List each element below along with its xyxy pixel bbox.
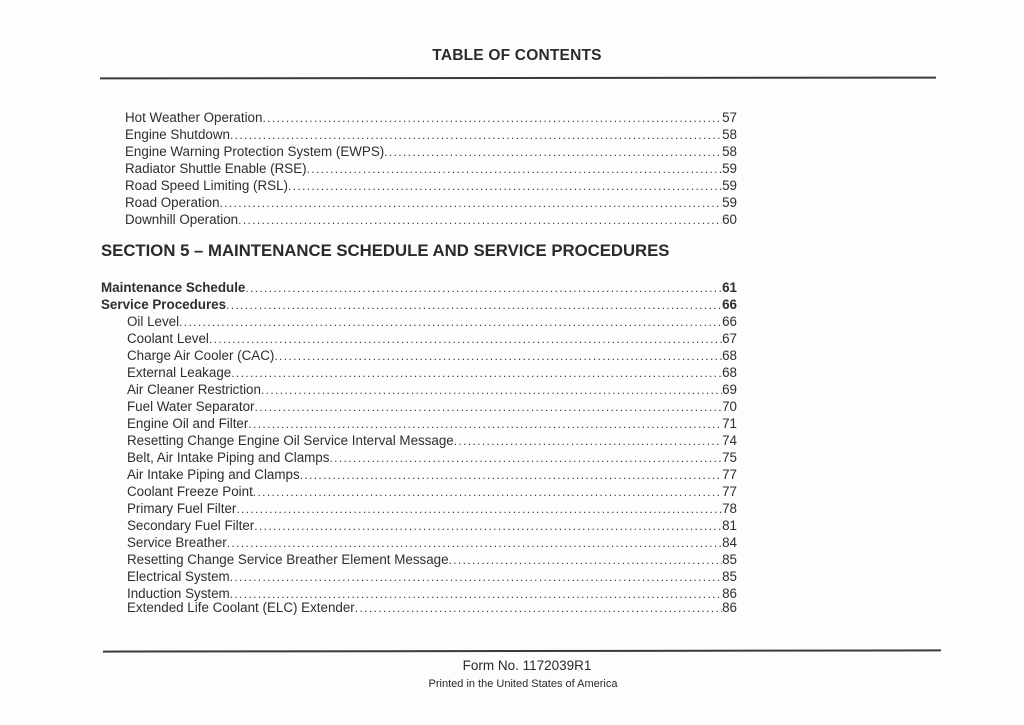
toc-sub-entry[interactable] [127,330,737,347]
header-divider [100,77,936,80]
toc-leader-dots [454,433,722,449]
toc-leader-dots [253,484,722,500]
toc-leader-dots [355,600,722,616]
toc-entry-label: Road Speed Limiting (RSL) [125,178,289,193]
toc-entry-page: 75 [722,450,737,465]
toc-sub-entry[interactable] [127,466,737,483]
toc-leader-dots [179,314,722,330]
toc-entry[interactable] [125,126,737,143]
toc-sub-entry[interactable] [127,551,737,568]
toc-entry-page: 81 [722,518,737,533]
toc-entry-label: Fuel Water Separator [127,399,255,414]
toc-sub-entry[interactable] [127,381,737,398]
toc-entry[interactable] [125,143,737,160]
toc-leader-dots [307,161,722,177]
toc-entry-label: Engine Shutdown [125,127,230,142]
toc-entry-label: Service Breather [127,535,227,550]
toc-entry-page: 58 [722,144,737,159]
toc-entry-page: 77 [722,484,737,499]
toc-entry-page: 86 [722,600,737,615]
toc-entry-label: Service Procedures [101,297,227,312]
toc-entry[interactable] [125,194,737,211]
toc-entry-page: 84 [722,535,737,550]
toc-sub-entry[interactable] [127,568,737,585]
toc-leader-dots [254,518,722,534]
toc-main-entry-maintenance-schedule[interactable] [101,279,737,296]
toc-entry-label: Engine Oil and Filter [127,416,249,431]
toc-entry-label: Road Operation [125,195,220,210]
toc-leader-dots [236,501,722,517]
toc-leader-dots [230,127,722,143]
toc-entry-label: Engine Warning Protection System (EWPS) [125,144,385,159]
toc-entry-page: 85 [722,569,737,584]
toc-leader-dots [245,280,722,296]
toc-entry[interactable] [125,160,737,177]
toc-sub-entry[interactable] [127,415,737,432]
toc-main-entry-service-procedures[interactable] [101,296,737,313]
toc-leader-dots [248,416,722,432]
toc-leader-dots [231,365,722,381]
toc-sub-entry[interactable] [127,500,737,517]
toc-entry-page: 59 [722,178,737,193]
toc-entry-label: Extended Life Coolant (ELC) Extender [127,600,355,615]
toc-leader-dots [384,144,722,160]
toc-entry-page: 74 [722,433,737,448]
toc-leader-dots [230,569,722,585]
toc-sub-entry[interactable] [127,534,737,551]
toc-entry[interactable] [125,211,737,228]
toc-entry-page: 68 [722,365,737,380]
toc-entry-label: Belt, Air Intake Piping and Clamps [127,450,330,465]
toc-entry-page: 77 [722,467,737,482]
toc-sub-entry[interactable] [127,432,737,449]
toc-entry[interactable] [125,109,737,126]
toc-entry-page: 59 [722,161,737,176]
toc-sub-entry[interactable] [127,313,737,330]
toc-entry-page: 85 [722,552,737,567]
toc-entry-page: 60 [722,212,737,227]
toc-leader-dots [226,297,722,313]
toc-entry-page: 86 [722,586,737,601]
toc-entry-label: Air Intake Piping and Clamps [127,467,300,482]
toc-sub-entry[interactable] [127,483,737,500]
toc-entry-label: Coolant Freeze Point [127,484,253,499]
toc-entry-page: 67 [722,331,737,346]
toc-entry-page: 70 [722,399,737,414]
toc-entry-label: External Leakage [127,365,232,380]
toc-entry-page: 66 [722,314,737,329]
toc-entry-page: 71 [722,416,737,431]
toc-sub-entry[interactable] [127,599,737,616]
toc-entry-page: 57 [722,110,737,125]
toc-sub-entry[interactable] [127,347,737,364]
footer-divider [103,649,941,652]
toc-entry-label: Resetting Change Engine Oil Service Interval Message [127,433,454,448]
toc-entry-page: 78 [722,501,737,516]
toc-entry-label: Air Cleaner Restriction [127,382,261,397]
toc-entry-label: Coolant Level [127,331,209,346]
toc-leader-dots [449,552,723,568]
toc-entry-label: Secondary Fuel Filter [127,518,255,533]
printed-notice: Printed in the United States of America [428,678,618,690]
toc-entry-label: Radiator Shuttle Enable (RSE) [125,161,307,176]
toc-entry-label: Primary Fuel Filter [127,501,237,516]
toc-leader-dots [209,331,722,347]
section-heading: SECTION 5 – MAINTENANCE SCHEDULE AND SERVICE PROCEDURES [101,241,670,260]
form-number: Form No. 1172039R1 [462,658,592,673]
toc-leader-dots [220,195,723,211]
toc-sub-entry[interactable] [127,364,737,381]
toc-leader-dots [261,382,722,398]
toc-entry-label: Downhill Operation [125,212,239,227]
toc-entry-page: 61 [722,280,737,295]
toc-leader-dots [274,348,722,364]
toc-entry-page: 69 [722,382,737,397]
toc-entry-label: Oil Level [127,314,180,329]
toc-sub-entry[interactable] [127,517,737,534]
toc-sub-entry[interactable] [127,398,737,415]
toc-entry-label: Hot Weather Operation [125,110,263,125]
toc-entry[interactable] [125,177,737,194]
toc-leader-dots [238,212,722,228]
toc-entry-page: 58 [722,127,737,142]
toc-sub-entry[interactable] [127,449,737,466]
toc-leader-dots [227,535,722,551]
toc-entry-label: Induction System [127,586,230,601]
toc-entry-label: Resetting Change Service Breather Element Message [127,552,449,567]
toc-leader-dots [255,399,723,415]
toc-leader-dots [300,467,722,483]
toc-leader-dots [262,110,722,126]
toc-leader-dots [288,178,722,194]
toc-leader-dots [329,450,722,466]
toc-entry-page: 59 [722,195,737,210]
toc-entry-page: 66 [722,297,737,312]
toc-entry-label: Charge Air Cooler (CAC) [127,348,275,363]
toc-entry-label: Maintenance Schedule [101,280,246,295]
toc-entry-label: Electrical System [127,569,230,584]
page-title: TABLE OF CONTENTS [432,47,602,64]
toc-entry-page: 68 [722,348,737,363]
